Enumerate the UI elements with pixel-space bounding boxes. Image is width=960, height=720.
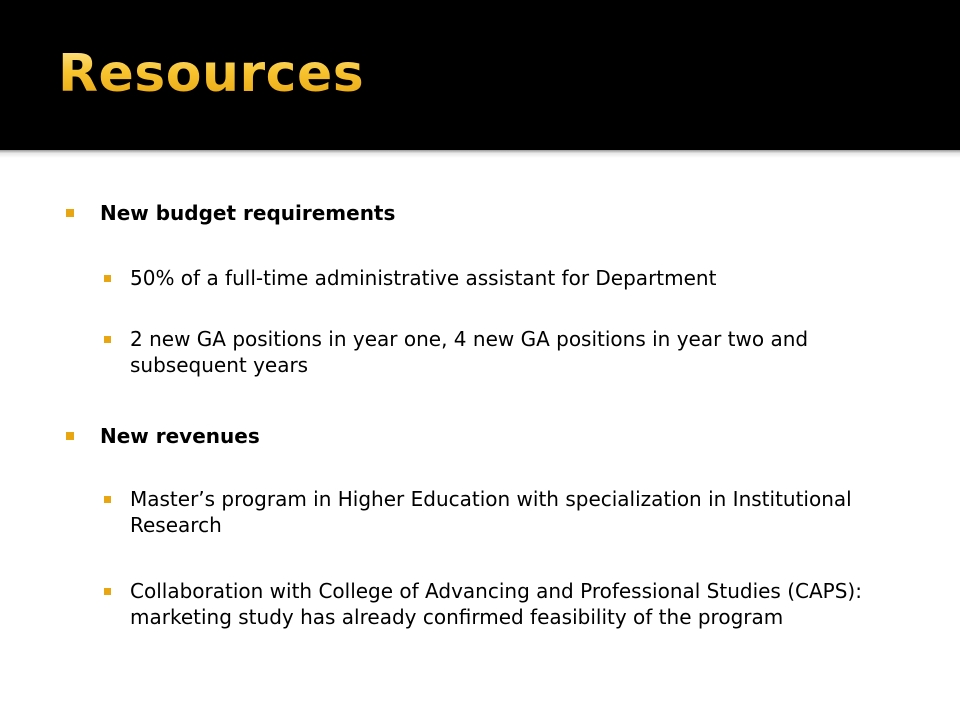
section-revenues [66, 423, 906, 449]
list-item-text: 2 new GA positions in year one, 4 new GA positions in year two and subsequent years [130, 327, 809, 377]
title-bar [0, 0, 960, 150]
section-heading: New budget requirements [100, 201, 396, 225]
square-bullet-icon [66, 209, 74, 217]
section-budget [66, 200, 906, 226]
list-item [104, 578, 904, 630]
square-bullet-icon [104, 336, 111, 343]
slide-content [0, 158, 960, 720]
list-item-text: 50% of a full-time administrative assistant for Department [130, 266, 717, 290]
square-bullet-icon [104, 496, 111, 503]
list-item [104, 486, 904, 538]
list-item [104, 265, 904, 291]
slide-title: Resources [58, 44, 365, 104]
list-item-text: Collaboration with College of Advancing and Professional Studies (CAPS): marketing study has already confirmed feasibility of the program [130, 579, 862, 629]
square-bullet-icon [66, 432, 74, 440]
square-bullet-icon [104, 275, 111, 282]
list-item [104, 326, 904, 378]
square-bullet-icon [104, 588, 111, 595]
title-divider [0, 150, 960, 158]
section-heading: New revenues [100, 424, 260, 448]
list-item-text: Master’s program in Higher Education with specialization in Institutional Research [130, 487, 852, 537]
